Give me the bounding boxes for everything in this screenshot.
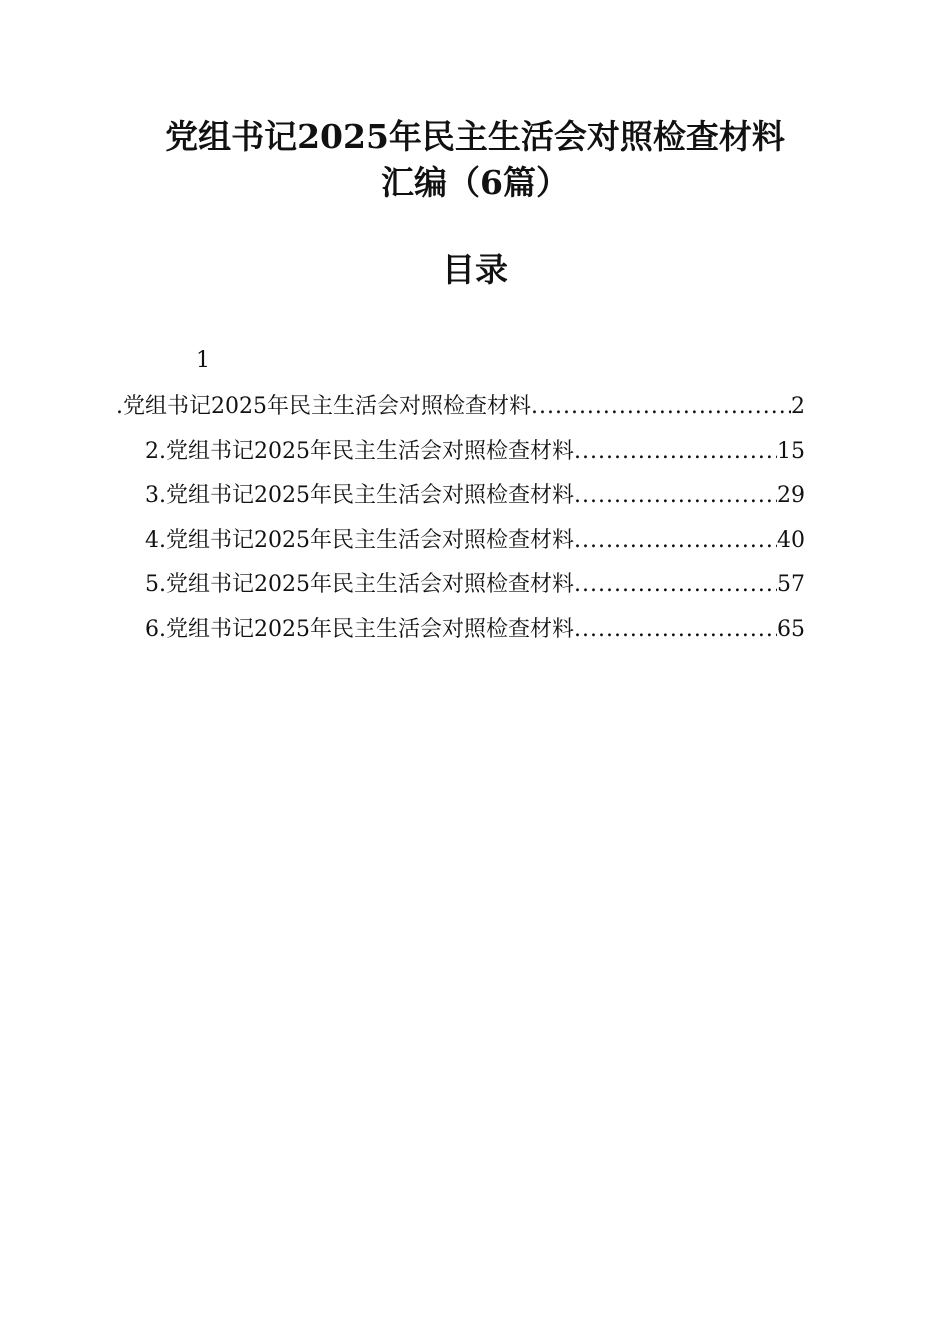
toc-dot-leader — [574, 570, 777, 600]
toc-entry[interactable] — [145, 615, 805, 645]
document-title-line-1: 党组书记2025年民主生活会对照检查材料 — [165, 117, 785, 156]
toc-entry-title: 3.党组书记2025年民主生活会对照检查材料 — [145, 483, 574, 508]
toc-entry[interactable] — [145, 570, 805, 600]
toc-first-item-number: 1 — [196, 348, 210, 373]
toc-entry-title: 6.党组书记2025年民主生活会对照检查材料 — [145, 617, 574, 642]
toc-dot-leader — [574, 437, 777, 467]
toc-entry-title: 4.党组书记2025年民主生活会对照检查材料 — [145, 528, 574, 553]
document-title-line-2: 汇编（6篇） — [381, 163, 569, 202]
toc-entry-page-number: 29 — [777, 483, 805, 508]
toc-entry-title: .党组书记2025年民主生活会对照检查材料 — [116, 394, 531, 419]
toc-dot-leader — [531, 392, 791, 422]
toc-entry-title: 2.党组书记2025年民主生活会对照检查材料 — [145, 439, 574, 464]
toc-entry[interactable] — [145, 481, 805, 511]
toc-dot-leader — [574, 615, 777, 645]
toc-entry-page-number: 57 — [777, 572, 805, 597]
toc-entry-page-number: 65 — [777, 617, 805, 642]
toc-entry[interactable] — [116, 392, 805, 422]
toc-entry-page-number: 15 — [777, 439, 805, 464]
toc-heading: 目录 — [442, 250, 508, 289]
toc-entry-title: 5.党组书记2025年民主生活会对照检查材料 — [145, 572, 574, 597]
toc-dot-leader — [574, 526, 777, 556]
toc-entry[interactable] — [145, 526, 805, 556]
toc-entry-page-number: 40 — [777, 528, 805, 553]
toc-entry-page-number: 2 — [791, 394, 805, 419]
toc-entry[interactable] — [145, 437, 805, 467]
toc-dot-leader — [574, 481, 777, 511]
